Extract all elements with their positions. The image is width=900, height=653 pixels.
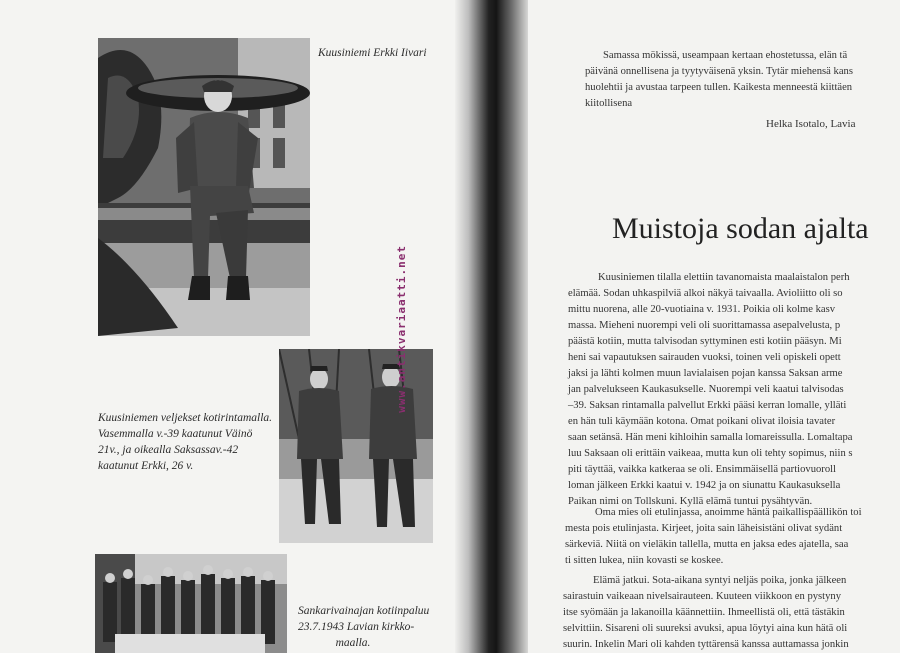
text-line: mittu nuorena, alle 20-vuotiaina v. 1931. Poikia oli kolme kasv [568,304,836,315]
photo-erkki-fountain [98,38,310,336]
text-line: suurin. Inkelin Mari oli kahden tyttärensä kanssa auttamassa jonkin [563,639,849,650]
photo-brothers [279,349,433,543]
caption-funeral [298,603,430,651]
photo-funeral [95,554,287,653]
text-line: en hän tuli käymään kotona. Omat poikani olivat iloisia tavater [568,416,836,427]
intro-paragraph [585,48,853,112]
text-line: massa. Mieheni nuorempi veli oli suorittamassa asepalvelusta, p [568,320,841,331]
text-line: saan setänsä. Hän meni kihloihin samalla lomareissulla. Lomaltapa [568,432,853,443]
caption-funeral-line: maalla. [335,637,371,649]
caption-brothers-line: kaatunut Erkki, 26 v. [98,460,194,472]
caption-brothers-line: Vasemmalla v.-39 kaatunut Väinö [98,428,253,440]
text-line: mesta pois etulinjasta. Kirjeet, joita sain läheisistäni olivat sydänt [565,523,843,534]
paragraph-2 [565,505,862,569]
text-line: Samassa mökissä, useampaan kertaan ehostetussa, elän tä [603,50,848,61]
paragraph-1 [568,270,853,510]
text-line: heni sai vapautuksen sairauden vuoksi, toinen veli opiskeli opett [568,352,841,363]
caption-funeral-line: Sankarivainajan kotiinpaluu [298,605,430,617]
text-line: ti sitten lukea, niin kovasti se koskee. [565,555,724,566]
text-line: piti täyttää, vaikka katkeraa se oli. Ensimmäisellä partiovuoroll [568,464,836,475]
text-line: särkeviä. Niitä on vieläkin tallella, mutta en jaksa edes ajatella, saa [565,539,849,550]
text-line: jan palvelukseen Kaukasukselle. Nuorempi veli kaatui talvisodas [568,384,844,395]
watermark: www.antikvariaatti.net [395,245,408,413]
text-line: Elämä jatkui. Sota-aikana syntyi neljäs poika, jonka jälkeen [593,575,847,586]
chapter-title: Muistoja sodan ajalta [612,212,869,245]
text-line: loman jälkeen Erkki kaatui v. 1942 ja on siunattu Kaukasuksella [568,480,841,491]
signature: Helka Isotalo, Lavia [766,118,856,130]
text-line: Kuusiniemen tilalla elettiin tavanomaista maalaistalon perh [598,272,850,283]
text-line: luu Saksaan oli erittäin vaikeaa, mutta kun oli tehty sopimus, niin s [568,448,853,459]
caption-brothers-line: 21v., ja oikealla Saksassav.-42 [98,444,239,456]
text-line: elämää. Sodan uhkaspilviä alkoi näkyä taivaalla. Avioliitto oli so [568,288,843,299]
caption-brothers [98,410,272,474]
paragraph-3 [563,573,849,653]
caption-funeral-line: 23.7.1943 Lavian kirkko- [298,621,415,633]
text-line: sairastuin vaikeaan nivelsairauteen. Kuuteen viikkoon en pystyny [563,591,842,602]
text-line: Oma mies oli etulinjassa, anoimme häntä paikallispäällikön toi [595,507,862,518]
book-gutter [455,0,530,653]
text-line: huolehtii ja avustaa tarpeen tullen. Kaikesta menneestä kiittäen [585,82,853,93]
text-line: jaksi ja lähti kolmen muun lavialaisen pojan kanssa Saksan arme [568,368,843,379]
text-line: selvittiin. Sisareni oli suureksi avuksi, apua löytyi aina kun hätä oli [563,623,848,634]
text-line: kiitollisena [585,98,633,109]
text-line: –39. Saksan rintamalla palvellut Erkki pääsi kerran lomalle, ylläti [568,400,847,411]
text-line: Paikan nimi on Tollskuni. Kyllä elämä tuntui pysähtyvän. [568,496,813,507]
caption-brothers-line: Kuusiniemen veljekset kotirintamalla. [98,412,273,424]
text-line: itse syömään ja lakanoilla käännettiin. Ihmeellistä oli, että tästäkin [563,607,845,618]
text-line: päästä kotiin, mutta talvisodan syttyminen esti kotiin pääsyn. Mi [568,336,842,347]
text-line: päivänä onnellisena ja tyytyväisenä yksin. Tytär miehensä kans [585,66,853,77]
caption-erkki: Kuusiniemi Erkki Iivari [318,47,427,59]
